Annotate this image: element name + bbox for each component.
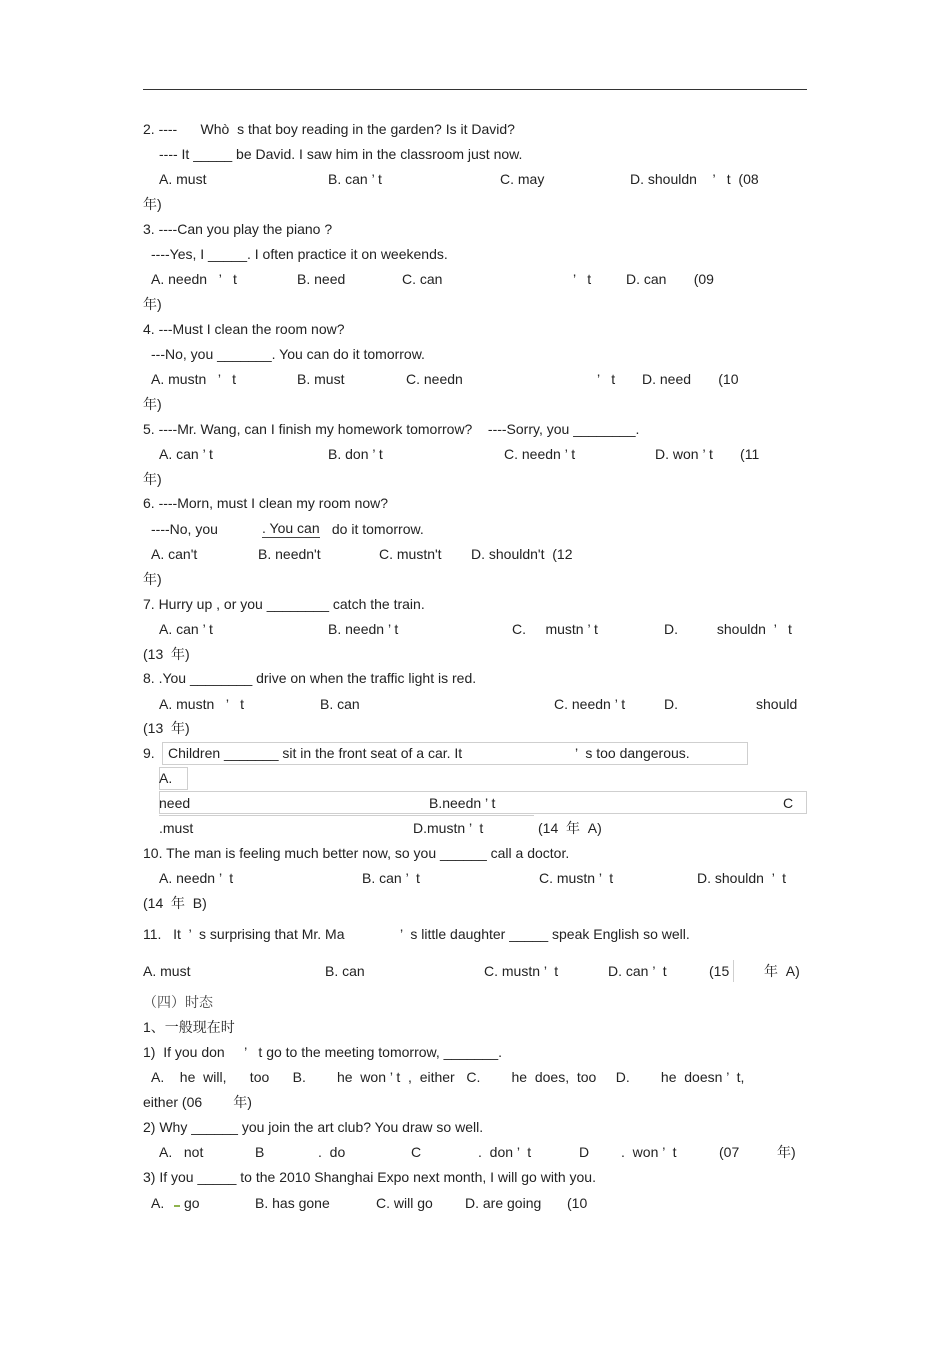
s2-option-c-label: C: [411, 1144, 422, 1160]
q7-option-a: A. can ’ t: [159, 621, 213, 637]
q5-option-a: A. can ’ t: [159, 446, 213, 462]
s2-year: (07: [719, 1144, 740, 1160]
q9-option-a-label: A.: [159, 770, 173, 786]
q11-option-b: B. can: [325, 963, 365, 979]
q9-options-divider: [159, 815, 534, 816]
s1-stem: 1) If you don ’ t go to the meeting tomorrow, _______.: [143, 1044, 503, 1060]
q10-year: (14 年 B): [143, 895, 207, 911]
s2-stem: 2) Why ______ you join the art club? You draw so well.: [143, 1119, 484, 1135]
q2-answer-line: ---- It _____ be David. I saw him in the classroom just now.: [159, 146, 523, 162]
q2-stem: 2. ---- Whò s that boy reading in the garden? Is it David?: [143, 121, 515, 137]
q7-option-c: C. mustn ’ t: [512, 621, 598, 637]
q9-option-d: D.mustn ’ t: [413, 820, 484, 836]
s3-option-b: B. has gone: [255, 1195, 330, 1211]
q9-option-c: .must: [159, 820, 194, 836]
s2-option-b: . do: [318, 1144, 346, 1160]
q11-option-a: A. must: [143, 963, 191, 979]
s2-option-a: A. not: [159, 1144, 204, 1160]
q8-option-d-text: should: [756, 696, 798, 712]
q5-option-b: B. don ’ t: [328, 446, 383, 462]
q9-stem: Children _______ sit in the front seat of a car. It: [168, 745, 463, 761]
s1-options: A. he will, too B. he won ’ t , either C. he does, too D. he doesn ’ t,: [151, 1069, 745, 1085]
q11-year-end: 年 A): [764, 963, 800, 979]
green-mark-icon: [174, 1205, 180, 1207]
q3-option-d: D. can (09: [626, 271, 714, 287]
q5-option-c: C. needn ’ t: [504, 446, 576, 462]
q3-stem: 3. ----Can you play the piano ?: [143, 221, 333, 237]
q11-stem-end: ’ s little daughter _____ speak English so well.: [400, 926, 690, 942]
q11-year-divider: [733, 960, 734, 982]
q3-option-c-suffix: ’ t: [573, 271, 592, 287]
q11-option-c: C. mustn ’ t: [484, 963, 559, 979]
q8-stem: 8. .You ________ drive on when the traffic light is red.: [143, 670, 477, 686]
q6-answer-end: do it tomorrow.: [328, 521, 424, 537]
q4-stem: 4. ---Must I clean the room now?: [143, 321, 345, 337]
s3-stem: 3) If you _____ to the 2010 Shanghai Expo next month, I will go with you.: [143, 1169, 596, 1185]
q11-stem: 11. It ’ s surprising that Mr. Ma: [143, 926, 345, 942]
q11-year-start: (15: [709, 963, 730, 979]
q7-stem: 7. Hurry up , or you ________ catch the train.: [143, 596, 425, 612]
q2-option-c: C. may: [500, 171, 545, 187]
q7-option-b: B. needn ’ t: [328, 621, 399, 637]
s3-year: (10: [567, 1195, 588, 1211]
q10-option-a: A. needn ’ t: [159, 870, 234, 886]
q8-year: (13 年): [143, 720, 190, 736]
s2-option-c: . don ’ t: [478, 1144, 532, 1160]
q9-option-a: need: [159, 795, 191, 811]
q2-option-b: B. can ’ t: [328, 171, 382, 187]
q6-option-b: B. needn't: [258, 546, 321, 562]
s2-option-d-label: D: [579, 1144, 590, 1160]
q6-option-a: A. can't: [151, 546, 198, 562]
s3-option-a: go: [184, 1195, 200, 1211]
q8-option-d: D.: [664, 696, 678, 712]
q2-option-a: A. must: [159, 171, 207, 187]
q2-year: 年): [143, 196, 162, 212]
q9-stem-end: ’ s too dangerous.: [575, 745, 690, 761]
q3-option-a: A. needn ’ t: [151, 271, 237, 287]
q6-stem: 6. ----Morn, must I clean my room now?: [143, 495, 389, 511]
sub-title: 1、一般现在时: [143, 1019, 235, 1035]
q6-option-d: D. shouldn't (12: [471, 546, 573, 562]
q3-option-c: C. can: [402, 271, 443, 287]
q6-option-c: C. mustn't: [379, 546, 442, 562]
q8-option-a: A. mustn ’ t: [159, 696, 245, 712]
q3-answer-line: ----Yes, I _____. I often practice it on weekends.: [151, 246, 448, 262]
q10-option-b: B. can ’ t: [362, 870, 420, 886]
header-rule: [143, 89, 807, 90]
section-title: （四）时态: [143, 994, 213, 1010]
q5-stem: 5. ----Mr. Wang, can I finish my homework tomorrow? ----Sorry, you ________.: [143, 421, 640, 437]
q7-option-d: D. shouldn ’ t: [664, 621, 792, 637]
q3-option-b: B. need: [297, 271, 346, 287]
q10-option-c: C. mustn ’ t: [539, 870, 614, 886]
q3-year: 年): [143, 296, 162, 312]
q8-option-b: B. can: [320, 696, 360, 712]
s2-option-d: . won ’ t: [621, 1144, 677, 1160]
q4-option-a: A. mustn ’ t: [151, 371, 237, 387]
q4-option-b: B. must: [297, 371, 345, 387]
s1-year: either (06 年): [143, 1094, 252, 1110]
s3-option-a-label: A.: [151, 1195, 165, 1211]
s3-option-d: D. are going: [465, 1195, 542, 1211]
q9-option-b: B.needn ’ t: [429, 795, 496, 811]
q9-number: 9.: [143, 745, 155, 761]
q11-option-d: D. can ’ t: [608, 963, 667, 979]
q7-year: (13 年): [143, 646, 190, 662]
q10-stem: 10. The man is feeling much better now, so you ______ call a doctor.: [143, 845, 570, 861]
q4-answer-line: ---No, you _______. You can do it tomorrow.: [151, 346, 425, 362]
s2-year-end: 年): [777, 1144, 796, 1160]
s2-option-b-label: B: [255, 1144, 265, 1160]
q9-option-c-label: C: [783, 795, 794, 811]
q6-answer-start: ----No, you: [151, 521, 218, 537]
q4-option-c-suffix: ’ t: [597, 371, 616, 387]
q4-option-c: C. needn: [406, 371, 463, 387]
q4-year: 年): [143, 396, 162, 412]
q5-option-d: D. won ’ t (11: [655, 446, 760, 462]
s3-option-c: C. will go: [376, 1195, 433, 1211]
q4-option-d: D. need (10: [642, 371, 739, 387]
q6-answer-underlined: . You can: [262, 520, 320, 536]
q2-option-d: D. shouldn ’ t (08: [630, 171, 759, 187]
q10-option-d: D. shouldn ’ t: [697, 870, 786, 886]
q8-option-c: C. needn ’ t: [554, 696, 626, 712]
q5-year: 年): [143, 471, 162, 487]
q6-year: 年): [143, 571, 162, 587]
q9-year: (14 年 A): [538, 820, 602, 836]
